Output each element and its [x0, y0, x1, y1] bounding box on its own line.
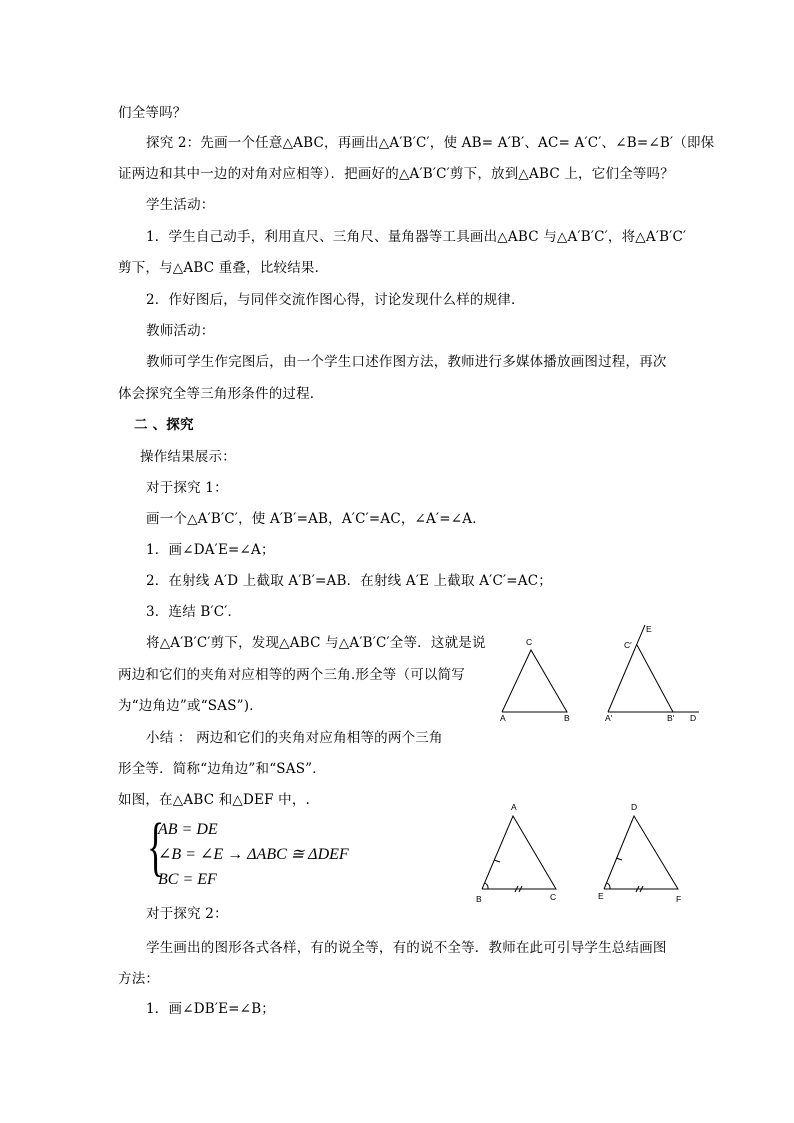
vertex-label-b-prime: B′ [667, 713, 675, 723]
triangle-abc [502, 650, 567, 712]
paragraph-line: 画一个△A′B′C′，使 A′B′=AB，A′C′=AC，∠A′=∠A． [146, 511, 486, 527]
paragraph-line: 教师可学生作完图后，由一个学生口述作图方法，教师进行多媒体播放画图过程，再次 [146, 354, 667, 370]
paragraph-line: 们全等吗？ [118, 105, 187, 121]
paragraph-line: 学生画出的图形各式各样，有的说全等，有的说不全等．教师在此可引导学生总结画图 [146, 940, 667, 956]
vertex-label-d: D [631, 802, 638, 812]
vertex-label-b: B [564, 713, 570, 723]
paragraph-line: 学生活动： [146, 197, 215, 213]
vertex-label-a-prime: A′ [605, 713, 613, 723]
formula-line: ∠B = ∠E → ΔABC ≅ ΔDEF [158, 846, 349, 863]
vertex-label-e: E [646, 624, 652, 634]
vertex-label-d: D [690, 713, 697, 723]
triangle-abc-marked [482, 816, 556, 892]
paragraph-line: 对于探究 2： [146, 906, 228, 922]
paragraph-line: 2．在射线 A′D 上截取 A′B′=AB．在射线 A′E 上截取 A′C′=AC； [146, 573, 552, 589]
paragraph-line: 教师活动： [146, 323, 215, 339]
triangle-def-marked [604, 816, 678, 892]
congruent-triangles-figure [470, 798, 690, 908]
paragraph-line: 1．画∠DB′E=∠B； [146, 1001, 276, 1017]
sas-construction-figure [495, 620, 705, 730]
vertex-label-b: B [476, 894, 482, 904]
left-brace: { [147, 810, 165, 883]
paragraph-line: 3．连结 B′C′． [146, 604, 242, 620]
paragraph-line: 两边和它们的夹角对应相等的两个三角.形全等（可以简写 [118, 667, 465, 683]
vertex-label-c-prime: C′ [624, 640, 632, 650]
vertex-label-a: A [511, 802, 517, 812]
vertex-label-a: A [500, 713, 506, 723]
vertex-label-e: E [598, 891, 604, 901]
paragraph-line: 探究 2：先画一个任意△ABC，再画出△A′B′C′，使 AB= A′B′、AC= A′C′、∠B=∠B′（即保 [146, 135, 715, 151]
paragraph-line: 如图，在△ABC 和△DEF 中，. [118, 792, 311, 808]
triangle-a-prime-b-prime-c-prime [608, 625, 699, 712]
paragraph-line: 对于探究 1： [146, 480, 228, 496]
section-heading: 二 、探究 [134, 417, 194, 433]
vertex-label-c: C [526, 637, 533, 647]
paragraph-line: 1．画∠DA′E=∠A； [146, 542, 275, 558]
formula-line: BC = EF [158, 871, 217, 888]
paragraph-line: 将△A′B′C′剪下，发现△ABC 与△A′B′C′全等．这就是说 [146, 635, 486, 651]
formula-line: AB = DE [158, 821, 218, 838]
paragraph-line: 2．作好图后，与同伴交流作图心得，讨论发现什么样的规律． [146, 292, 525, 308]
paragraph-line: 操作结果展示： [140, 449, 236, 465]
paragraph-line: 方法： [118, 971, 160, 987]
paragraph-line: 形全等．简称“边角边”和“SAS”． [118, 761, 326, 777]
paragraph-line: 体会探究全等三角形条件的过程． [118, 386, 324, 402]
vertex-label-c: C [550, 892, 557, 902]
paragraph-line: 剪下，与△ABC 重叠，比较结果． [118, 260, 329, 276]
vertex-label-f: F [676, 894, 682, 904]
summary-line: 小结 ： 两边和它们的夹角对应角相等的两个三角 [146, 730, 443, 746]
paragraph-line: 为“边角边”或“SAS”)． [118, 698, 263, 714]
paragraph-line: 证两边和其中一边的对角对应相等）．把画好的△A′B′C′剪下，放到△ABC 上，它们全等吗？ [118, 166, 674, 182]
paragraph-line: 1．学生自己动手，利用直尺、三角尺、量角器等工具画出△ABC 与△A′B′C′，将△A′B′C′ [146, 229, 687, 245]
